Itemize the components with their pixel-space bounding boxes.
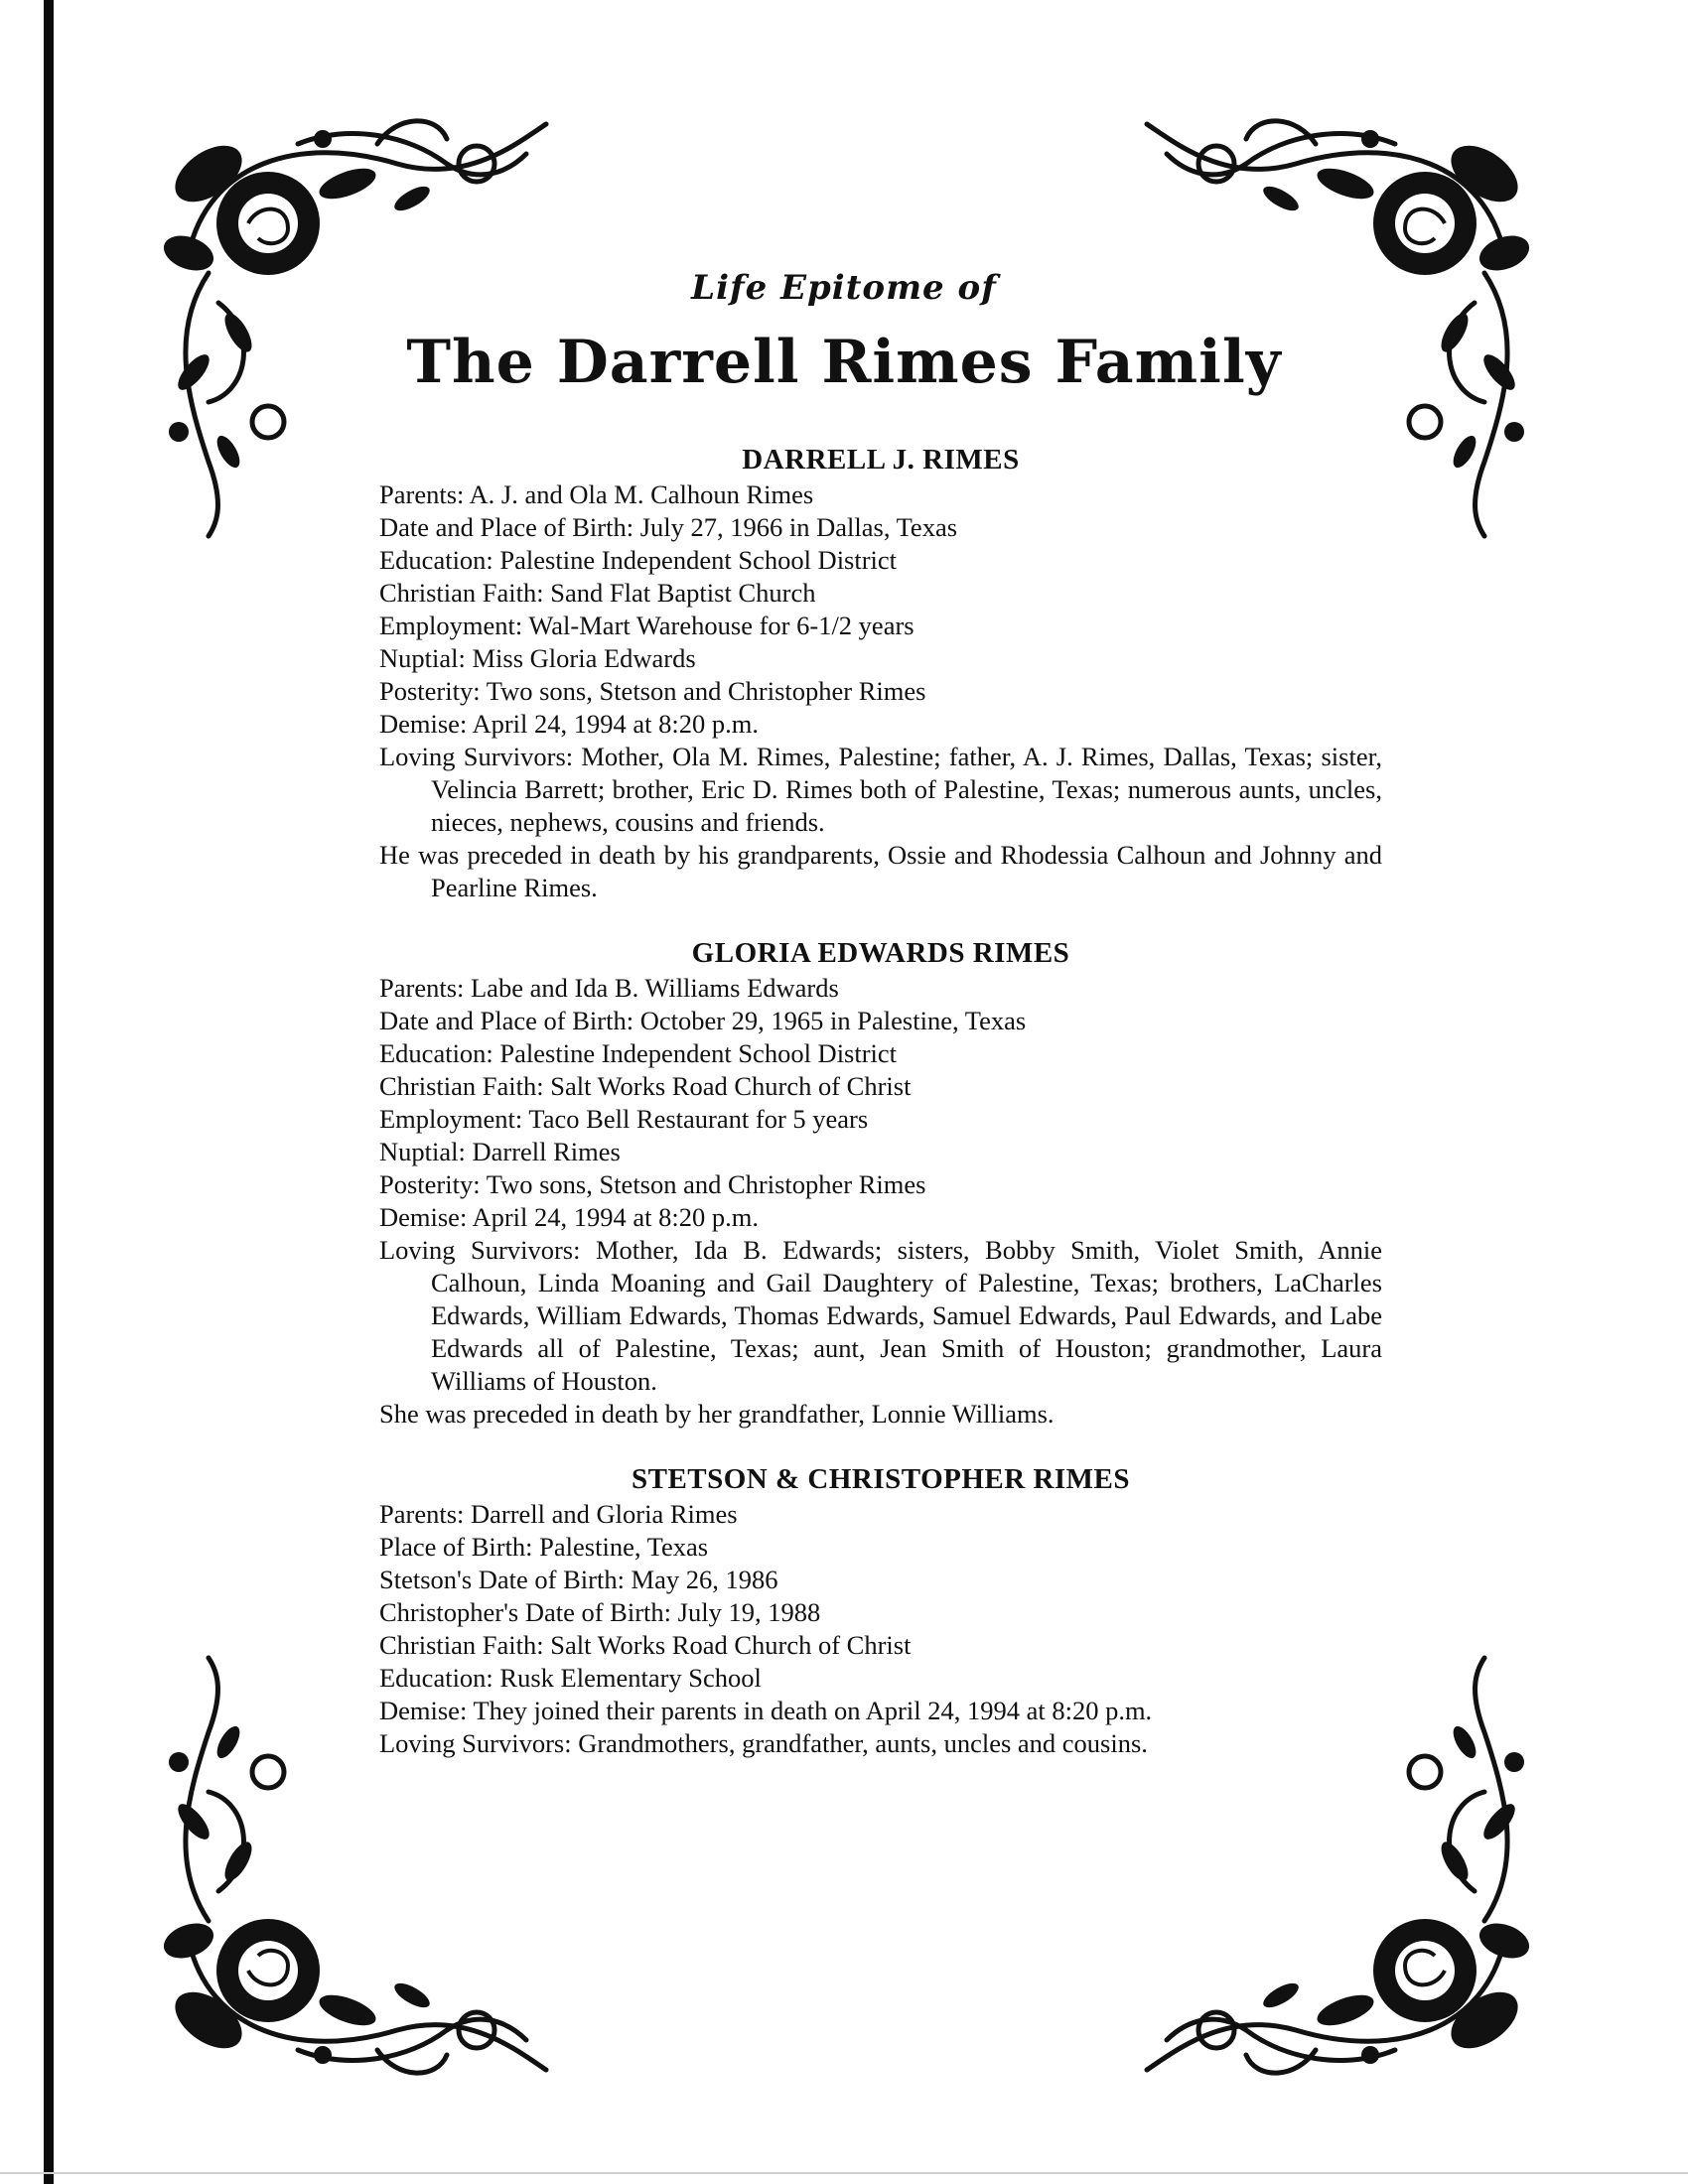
section-heading: STETSON & CHRISTOPHER RIMES	[631, 1463, 1131, 1495]
text-line: Education: Palestine Independent School District	[379, 545, 898, 575]
text-line: Parents: A. J. and Ola M. Calhoun Rimes	[379, 479, 814, 509]
section-gloria	[379, 936, 1382, 1431]
text-line: Employment: Wal-Mart Warehouse for 6-1/2 years	[379, 611, 914, 640]
text-line: Loving Survivors: Grandmothers, grandfather, aunts, uncles and cousins.	[379, 1728, 1148, 1758]
text-line: Education: Palestine Independent School District	[379, 1038, 898, 1068]
text-line: Nuptial: Darrell Rimes	[379, 1137, 621, 1166]
survivors-paragraph: Loving Survivors: Mother, Ida B. Edwards; sisters, Bobby Smith, Violet Smith, Annie Calhoun, Linda Moaning and Gail Daughtery of Palestine, Texas; brothers, LaCharles Edwards, William Edwards, Thomas Edwards, Samuel Edwards, Paul Edwards, and Labe Edwards all of Palestine, Texas; aunt, Jean Smith of Houston; grandmother, Laura Williams of Houston.	[379, 1235, 1382, 1396]
document-title: The Darrell Rimes Family	[406, 328, 1282, 397]
text-line: Demise: They joined their parents in death on April 24, 1994 at 8:20 p.m.	[379, 1696, 1153, 1725]
scan-bottom-line	[0, 2172, 1688, 2174]
text-line: Education: Rusk Elementary School	[379, 1663, 762, 1693]
text-line: Christian Faith: Salt Works Road Church of Christ	[379, 1071, 912, 1101]
text-line: Parents: Darrell and Gloria Rimes	[379, 1499, 738, 1529]
text-line: Demise: April 24, 1994 at 8:20 p.m.	[379, 709, 760, 739]
section-heading: GLORIA EDWARDS RIMES	[691, 937, 1070, 969]
section-heading: DARRELL J. RIMES	[742, 444, 1020, 476]
text-line: Employment: Taco Bell Restaurant for 5 years	[379, 1104, 869, 1134]
document-body	[379, 443, 1382, 1760]
text-line: Christopher's Date of Birth: July 19, 1988	[379, 1597, 821, 1627]
text-line: Nuptial: Miss Gloria Edwards	[379, 643, 696, 673]
text-line: Demise: April 24, 1994 at 8:20 p.m.	[379, 1202, 760, 1232]
text-line: Christian Faith: Salt Works Road Church of Christ	[379, 1630, 912, 1660]
document-supertitle: Life Epitome of	[691, 268, 997, 308]
text-line: Stetson's Date of Birth: May 26, 1986	[379, 1565, 778, 1594]
text-line: Posterity: Two sons, Stetson and Christopher Rimes	[379, 1169, 926, 1199]
preceded-paragraph: He was preceded in death by his grandparents, Ossie and Rhodessia Calhoun and Johnny and Pearline Rimes.	[379, 840, 1382, 902]
text-line: Parents: Labe and Ida B. Williams Edwards	[379, 973, 839, 1003]
survivors-paragraph: Loving Survivors: Mother, Ola M. Rimes, Palestine; father, A. J. Rimes, Dallas, Texas; sister, Velincia Barrett; brother, Eric D. Rimes both of Palestine, Texas; numerous aunts, uncles, nieces, nephews, cousins and friends.	[379, 742, 1382, 837]
text-line: Posterity: Two sons, Stetson and Christopher Rimes	[379, 676, 926, 706]
text-line: Place of Birth: Palestine, Texas	[379, 1532, 709, 1562]
text-line: Date and Place of Birth: July 27, 1966 in Dallas, Texas	[379, 512, 958, 542]
text-line: Christian Faith: Sand Flat Baptist Church	[379, 578, 816, 608]
section-stetson-christopher	[379, 1462, 1382, 1760]
section-darrell	[379, 443, 1382, 904]
text-line: Date and Place of Birth: October 29, 1965 in Palestine, Texas	[379, 1006, 1027, 1035]
preceded-paragraph: She was preceded in death by her grandfather, Lonnie Williams.	[379, 1399, 1055, 1429]
